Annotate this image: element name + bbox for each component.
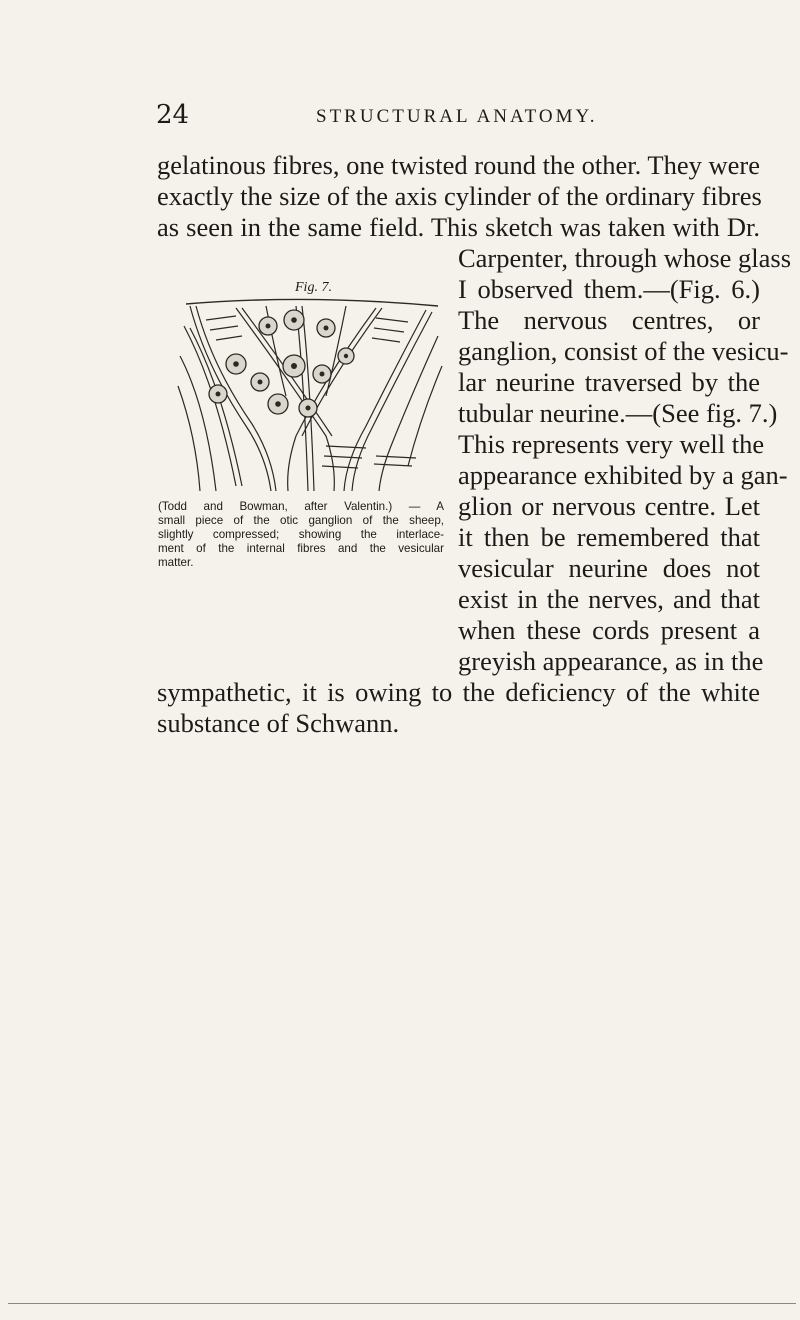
figure-caption-line: small piece of the otic ganglion of the sheep, bbox=[158, 514, 444, 527]
body-line: lar neurine traversed by the bbox=[458, 367, 760, 397]
body-line: sympathetic, it is owing to the deficiency of the white bbox=[157, 677, 760, 707]
running-title: STRUCTURAL ANATOMY. bbox=[316, 106, 598, 127]
body-line: gelatinous fibres, one twisted round the other. They were bbox=[157, 150, 760, 180]
body-line: when these cords present a bbox=[458, 615, 760, 645]
body-line: tubular neurine.—(See fig. 7.) bbox=[458, 398, 778, 428]
body-line: it then be remembered that bbox=[458, 522, 760, 552]
body-line: exist in the nerves, and that bbox=[458, 584, 760, 614]
body-line: ganglion, consist of the vesicu- bbox=[458, 336, 789, 366]
body-line: appearance exhibited by a gan- bbox=[458, 460, 788, 490]
page-number: 24 bbox=[156, 100, 190, 130]
body-line: exactly the size of the axis cylinder of the ordinary fibres bbox=[157, 181, 762, 211]
figure-caption-line: ment of the internal fibres and the vesicular bbox=[158, 542, 444, 555]
page-bottom-rule bbox=[8, 1303, 796, 1304]
body-line: greyish appearance, as in the bbox=[458, 646, 764, 676]
body-line: This represents very well the bbox=[458, 429, 765, 459]
figure-caption-line: (Todd and Bowman, after Valentin.) — A bbox=[158, 500, 444, 513]
figure-caption-line: matter. bbox=[158, 556, 194, 569]
body-line: as seen in the same field. This sketch was taken with Dr. bbox=[157, 212, 760, 242]
figure-caption-line: slightly compressed; showing the interlace- bbox=[158, 528, 444, 541]
figure-label: Fig. 7. bbox=[295, 280, 332, 295]
body-line: The nervous centres, or bbox=[458, 305, 760, 335]
ganglion-illustration bbox=[176, 296, 448, 496]
body-line: Carpenter, through whose glass bbox=[458, 243, 792, 273]
body-line: vesicular neurine does not bbox=[458, 553, 760, 583]
body-line: glion or nervous centre. Let bbox=[458, 491, 760, 521]
body-line: substance of Schwann. bbox=[157, 708, 400, 738]
body-line: I observed them.—(Fig. 6.) bbox=[458, 274, 760, 304]
